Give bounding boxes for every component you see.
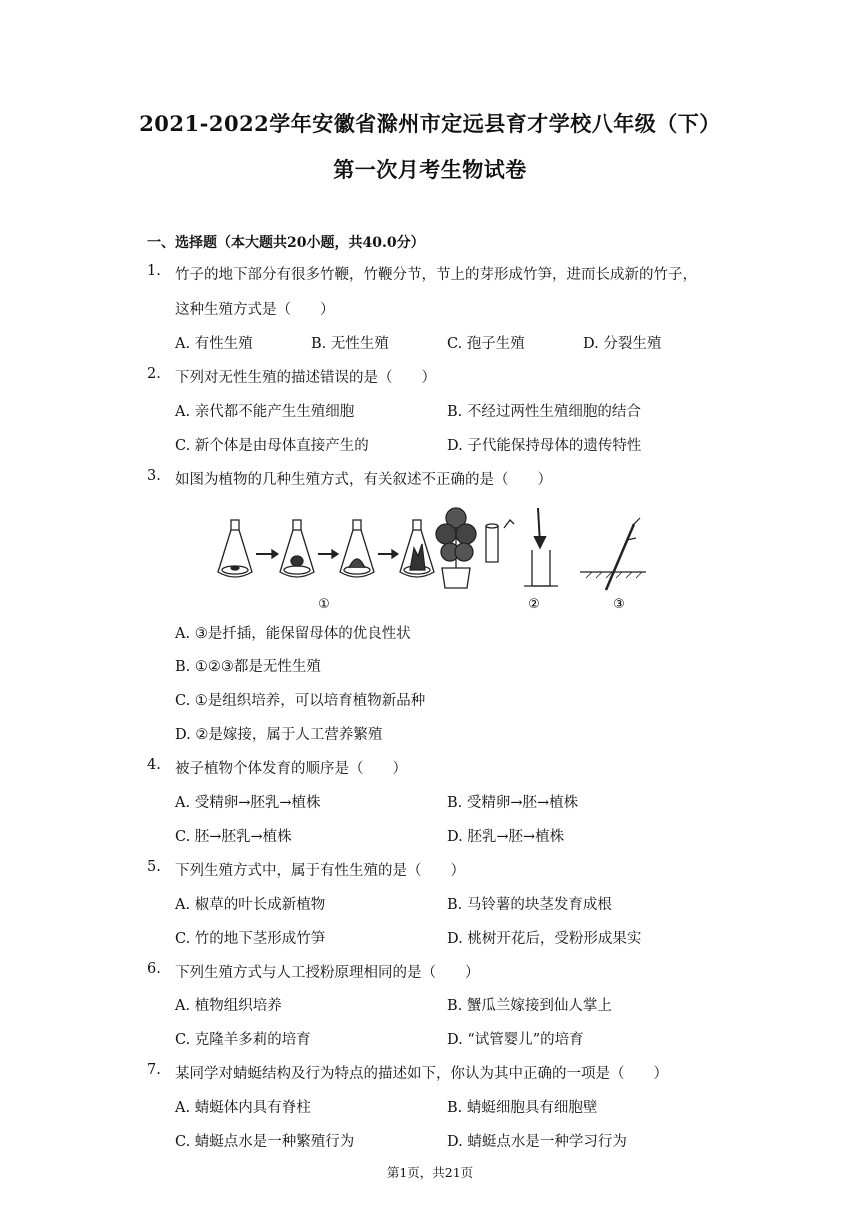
question-text: 下列生殖方式与人工授粉原理相同的是（ ） [175, 965, 480, 981]
question-number: 2. [147, 366, 161, 382]
grafting-union [524, 508, 558, 586]
option-d: D. 子代能保持母体的遗传特性 [447, 438, 642, 454]
question-number: 3. [147, 468, 161, 484]
question-text: 某同学对蜻蜓结构及行为特点的描述如下，你认为其中正确的一项是（ ） [175, 1066, 668, 1082]
option-a: A. 亲代都不能产生生殖细胞 [175, 404, 355, 420]
option-c: C. 新个体是由母体直接产生的 [175, 438, 369, 454]
option-b: B. 无性生殖 [311, 336, 389, 352]
question-number: 5. [147, 859, 161, 875]
question-text: 竹子的地下部分有很多竹鞭，竹鞭分节，节上的芽形成竹笋，进而长成新的竹子， [175, 267, 697, 283]
plant-reproduction-figure [214, 498, 654, 616]
option-c: C. 竹的地下茎形成竹笋 [175, 931, 326, 947]
option-d: D. 桃树开花后，受粉形成果实 [447, 931, 642, 947]
option-c: C. ①是组织培养，可以培育植物新品种 [175, 693, 426, 709]
option-d: D. 分裂生殖 [583, 336, 662, 352]
grafting-stock [486, 520, 514, 562]
option-a: A. 椒草的叶长成新植物 [175, 897, 326, 913]
section-heading: 一、选择题（本大题共20小题，共40.0分） [147, 235, 425, 251]
question-text: 如图为植物的几种生殖方式，有关叙述不正确的是（ ） [175, 472, 552, 488]
option-b: B. 蜻蜓细胞具有细胞壁 [447, 1100, 598, 1116]
figure-label-2: ② [528, 597, 540, 612]
option-b: B. 马铃薯的块茎发育成根 [447, 897, 612, 913]
arrow-head-3 [392, 550, 398, 558]
question-text: 下列生殖方式中，属于有性生殖的是（ ） [175, 863, 465, 879]
potted-plant [436, 508, 476, 588]
question-number: 1. [147, 263, 161, 279]
option-b: B. 受精卵→胚→植株 [447, 795, 579, 811]
option-d: D. “试管婴儿”的培育 [447, 1032, 584, 1048]
option-c: C. 克隆羊多莉的培育 [175, 1032, 311, 1048]
option-c: C. 胚→胚乳→植株 [175, 829, 292, 845]
option-d: D. ②是嫁接，属于人工营养繁殖 [175, 727, 383, 743]
culture-flask-3 [340, 520, 374, 577]
option-a: A. ③是扦插，能保留母体的优良性状 [175, 626, 411, 642]
option-c: C. 蜻蜓点水是一种繁殖行为 [175, 1134, 355, 1150]
option-a: A. 有性生殖 [175, 336, 253, 352]
culture-flask-4 [400, 520, 434, 577]
question-number: 7. [147, 1062, 161, 1078]
cutting [580, 518, 646, 590]
culture-flask-1 [218, 520, 252, 577]
question-number: 6. [147, 961, 161, 977]
question-text: 下列对无性生殖的描述错误的是（ ） [175, 370, 436, 386]
question-text: 这种生殖方式是（ ） [175, 302, 335, 318]
option-d: D. 胚乳→胚→植株 [447, 829, 565, 845]
question-text: 被子植物个体发育的顺序是（ ） [175, 761, 407, 777]
option-b: B. ①②③都是无性生殖 [175, 659, 321, 675]
option-a: A. 植物组织培养 [175, 998, 282, 1014]
figure-label-3: ③ [613, 597, 625, 612]
option-b: B. 不经过两性生殖细胞的结合 [447, 404, 641, 420]
arrow-head-2 [332, 550, 338, 558]
option-c: C. 孢子生殖 [447, 336, 525, 352]
option-d: D. 蜻蜓点水是一种学习行为 [447, 1134, 627, 1150]
figure-label-1: ① [318, 597, 330, 612]
arrow-head-1 [272, 550, 278, 558]
option-a: A. 受精卵→胚乳→植株 [175, 795, 321, 811]
title-line-2: 第一次月考生物试卷 [333, 157, 527, 182]
culture-flask-2 [280, 520, 314, 577]
question-number: 4. [147, 757, 161, 773]
option-a: A. 蜻蜓体内具有脊柱 [175, 1100, 311, 1116]
option-b: B. 蟹瓜兰嫁接到仙人掌上 [447, 998, 612, 1014]
page-footer: 第1页，共21页 [386, 1165, 474, 1180]
title-line-1: 2021-2022学年安徽省滁州市定远县育才学校八年级（下） [139, 111, 721, 136]
